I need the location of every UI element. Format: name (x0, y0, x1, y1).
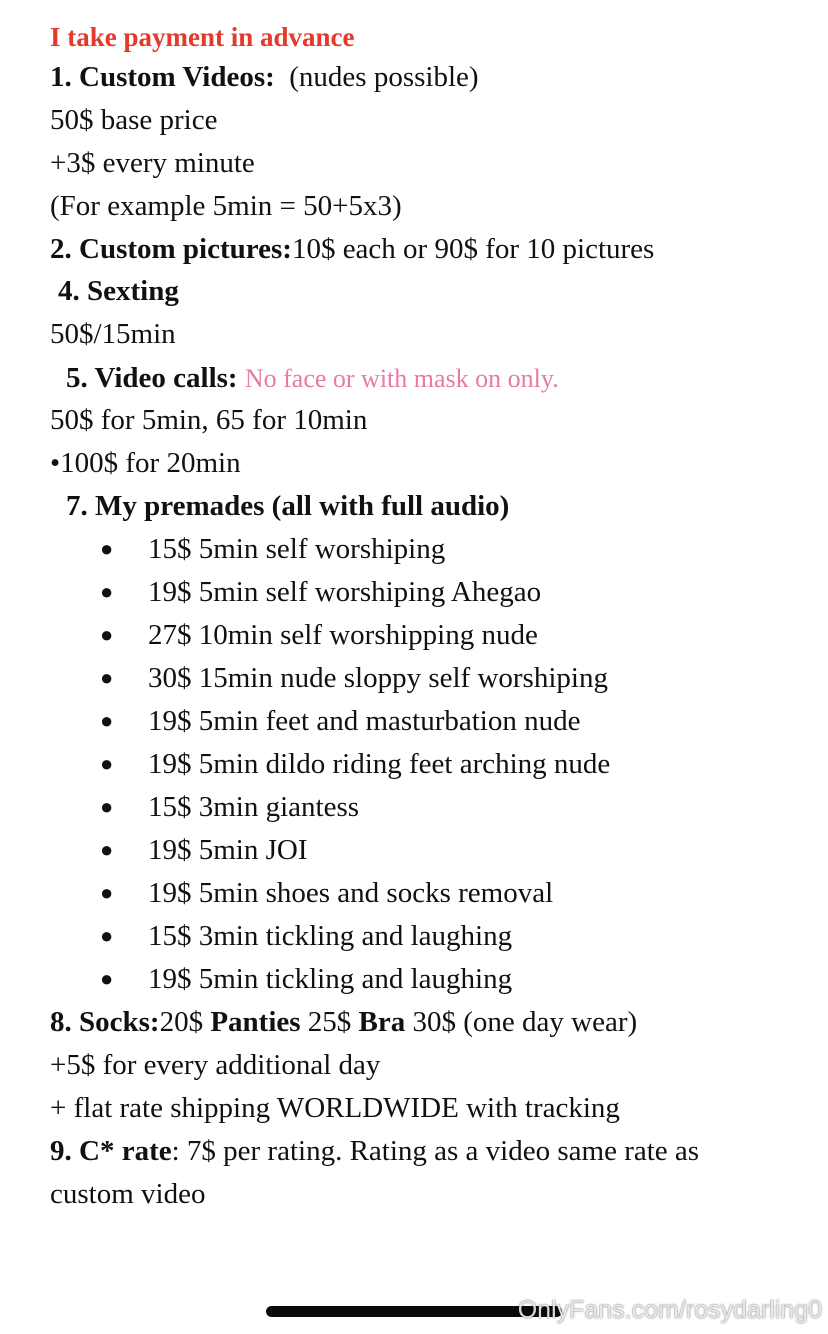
bullet-icon: ● (100, 536, 114, 561)
premade-item: 15$ 5min self worshiping (148, 533, 446, 565)
video-calls-price-1: 50$ for 5min, 65 for 10min (50, 404, 368, 436)
premade-item: 30$ 15min nude sloppy self worshiping (148, 662, 608, 694)
panties-label: Panties (210, 1006, 301, 1038)
socks-label: 8. Socks: (50, 1006, 160, 1038)
premades-title: 7. My premades (all with full audio) (66, 490, 510, 522)
custom-pictures-line (50, 232, 654, 266)
rating-title: 9. C* rate (50, 1135, 172, 1167)
video-calls-title: 5. Video calls: (66, 362, 238, 394)
custom-videos-per-minute: +3$ every minute (50, 147, 255, 179)
custom-pictures-detail: 10$ each or 90$ for 10 pictures (291, 233, 655, 265)
custom-pictures-title: 2. Custom pictures: (50, 233, 292, 265)
video-calls-price-2: •100$ for 20min (50, 447, 241, 479)
premade-item: 19$ 5min dildo riding feet arching nude (148, 748, 611, 780)
panties-price: 25$ (307, 1006, 352, 1038)
premade-item: 19$ 5min feet and masturbation nude (148, 705, 581, 737)
bra-price: 30$ (one day wear) (412, 1006, 638, 1038)
custom-videos-heading (50, 60, 479, 94)
socks-price: 20$ (159, 1006, 204, 1038)
clothing-prices (50, 1005, 637, 1039)
shipping-info: + flat rate shipping WORLDWIDE with tracking (50, 1092, 620, 1124)
bullet-icon: ● (100, 622, 114, 647)
premade-item: 15$ 3min giantess (148, 791, 360, 823)
custom-videos-title: 1. Custom Videos: (50, 61, 275, 93)
premade-item: 19$ 5min self worshiping Ahegao (148, 576, 542, 608)
sexting-title: 4. Sexting (58, 275, 179, 307)
bullet-icon: ● (100, 880, 114, 905)
premade-item: 27$ 10min self worshipping nude (148, 619, 538, 651)
premade-item: 15$ 3min tickling and laughing (148, 920, 513, 952)
sexting-price: 50$/15min (50, 318, 176, 350)
custom-videos-example: (For example 5min = 50+5x3) (50, 190, 402, 222)
payment-notice: I take payment in advance (50, 22, 355, 52)
bullet-icon: ● (100, 966, 114, 991)
custom-videos-base-price: 50$ base price (50, 104, 218, 136)
additional-day-price: +5$ for every additional day (50, 1049, 381, 1081)
video-calls-note: No face or with mask on only. (244, 364, 559, 393)
rating-line (50, 1134, 699, 1168)
premade-item: 19$ 5min shoes and socks removal (148, 877, 554, 909)
premade-item: 19$ 5min tickling and laughing (148, 963, 513, 995)
bullet-icon: ● (100, 837, 114, 862)
video-calls-heading (66, 361, 559, 396)
bullet-icon: ● (100, 923, 114, 948)
bra-label: Bra (358, 1006, 406, 1038)
bullet-icon: ● (100, 708, 114, 733)
rating-detail: : 7$ per rating. Rating as a video same rate as (171, 1135, 700, 1167)
bullet-icon: ● (100, 579, 114, 604)
bullet-icon: ● (100, 751, 114, 776)
custom-videos-note: (nudes possible) (289, 61, 479, 93)
bullet-icon: ● (100, 665, 114, 690)
premade-item: 19$ 5min JOI (148, 834, 308, 866)
watermark: OnlyFans.com/rosydarling0 (517, 1296, 822, 1324)
bullet-icon: ● (100, 794, 114, 819)
rating-detail-continued: custom video (50, 1178, 206, 1210)
